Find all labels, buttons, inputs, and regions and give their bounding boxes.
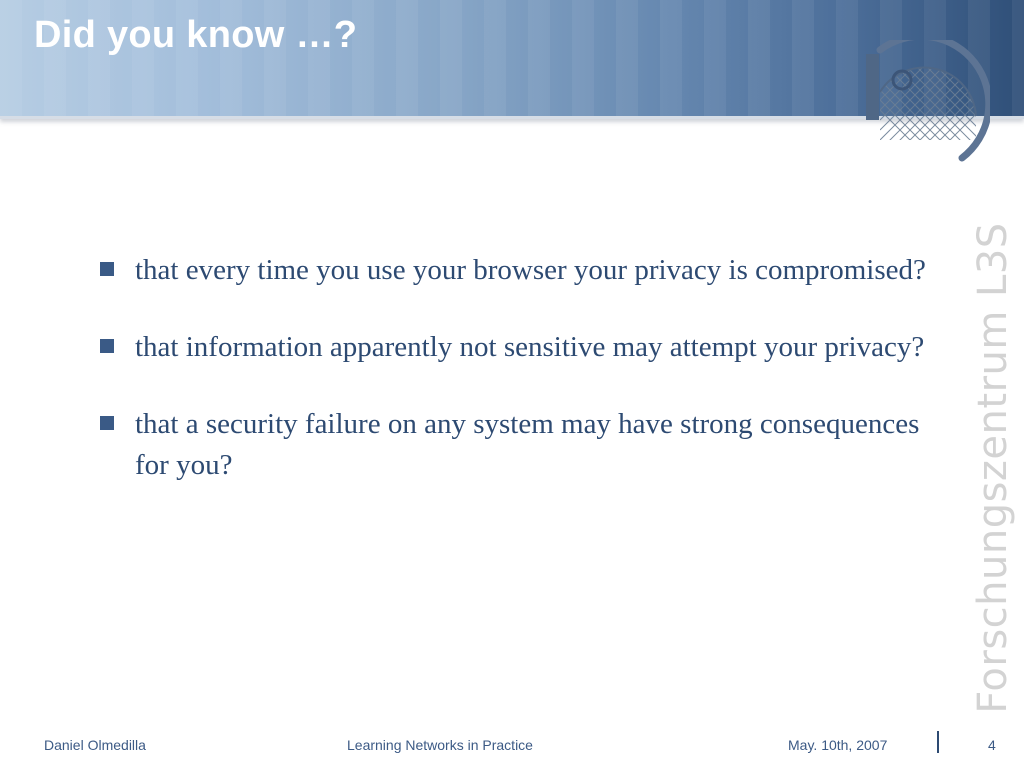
footer-author: Daniel Olmedilla [44,737,146,753]
watermark-text: Forschungszentrum L3S [970,222,1016,714]
bullet-text: that every time you use your browser your privacy is compromised? [135,254,926,286]
footer-separator [937,731,939,753]
footer [0,734,1024,758]
square-bullet-icon [100,416,114,430]
slide-title: Did you know …? [34,14,358,56]
bullet-text: that information apparently not sensitive may attempt your privacy? [135,331,925,363]
bullet-item [98,404,938,486]
square-bullet-icon [100,262,114,276]
square-bullet-icon [100,339,114,353]
bullet-list [98,250,938,522]
bullet-item [98,250,938,291]
bullet-item [98,327,938,368]
footer-date: May. 10th, 2007 [788,737,888,753]
bullet-text: that a security failure on any system may have strong consequences for you? [135,408,920,481]
footer-event: Learning Networks in Practice [347,737,533,753]
page-number: 4 [988,737,996,753]
l3s-logo-icon [850,40,990,170]
